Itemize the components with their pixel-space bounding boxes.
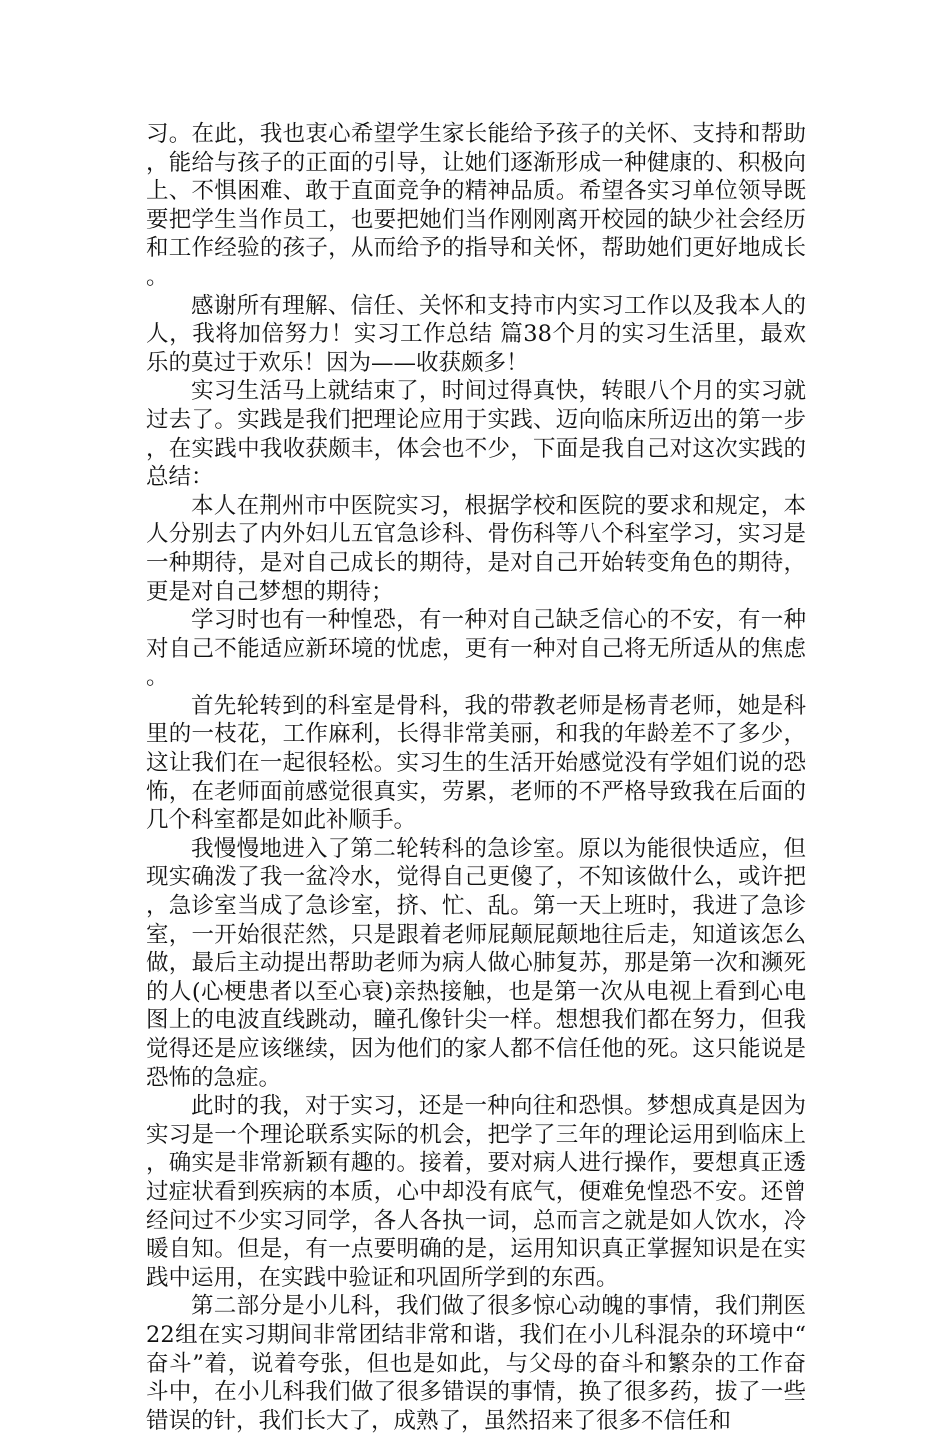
- paragraph: 实习生活马上就结束了，时间过得真快，转眼八个月的实习就过去了。实践是我们把理论应用于实践、迈向临床所迈出的第一步，在实践中我收获颇丰，体会也不少，下面是我自己对这次实践的总结：: [146, 378, 806, 491]
- paragraph: 感谢所有理解、信任、关怀和支持市内实习工作以及我本人的人，我将加倍努力！实习工作总结 篇38个月的实习生活里，最欢乐的莫过于欢乐！因为——收获颇多！: [146, 292, 806, 376]
- paragraph: 习。在此，我也衷心希望学生家长能给予孩子的关怀、支持和帮助，能给与孩子的正面的引导，让她们逐渐形成一种健康的、积极向上、不惧困难、敢于直面竞争的精神品质。希望各实习单位领导既要把学生当作员工，也要把她们当作刚刚离开校园的缺少社会经历和工作经验的孩子，从而给予的指导和关怀，帮助她们更好地成长。: [146, 121, 806, 290]
- paragraph: 我慢慢地进入了第二轮转科的急诊室。原以为能很快适应，但现实确泼了我一盆冷水，觉得自己更傻了，不知该做什么，或许把，急诊室当成了急诊室，挤、忙、乱。第一天上班时，我进了急诊室，一开始很茫然，只是跟着老师屁颠屁颠地往后走，知道该怎么做，最后主动提出帮助老师为病人做心肺复苏，那是第一次和濒死的人(心梗患者以至心衰)亲热接触，也是第一次从电视上看到心电图上的电波直线跳动，瞳孔像针尖一样。想想我们都在努力，但我觉得还是应该继续，因为他们的家人都不信任他的死。这只能说是恐怖的急症。: [146, 835, 806, 1091]
- paragraph: 本人在荆州市中医院实习，根据学校和医院的要求和规定，本人分别去了内外妇儿五官急诊科、骨伤科等八个科室学习，实习是一种期待，是对自己成长的期待，是对自己开始转变角色的期待，更是对自己梦想的期待；: [146, 492, 806, 605]
- paragraph: 此时的我，对于实习，还是一种向往和恐惧。梦想成真是因为实习是一个理论联系实际的机会，把学了三年的理论运用到临床上，确实是非常新颖有趣的。接着，要对病人进行操作，要想真正透过症状看到疾病的本质，心中却没有底气，便难免惶恐不安。还曾经问过不少实习同学，各人各执一词，总而言之就是如人饮水，冷暖自知。但是，有一点要明确的是，运用知识真正掌握知识是在实践中运用，在实践中验证和巩固所学到的东西。: [146, 1093, 806, 1291]
- paragraph: 第二部分是小儿科，我们做了很多惊心动魄的事情，我们荆医22组在实习期间非常团结非常和谐，我们在小儿科混杂的环境中“奋斗”着，说着夸张，但也是如此，与父母的奋斗和繁杂的工作奋斗中，在小儿科我们做了很多错误的事情，换了很多药，拔了一些错误的针，我们长大了，成熟了，虽然招来了很多不信任和: [146, 1293, 806, 1434]
- paragraph: 首先轮转到的科室是骨科，我的带教老师是杨青老师，她是科里的一枝花，工作麻利，长得非常美丽，和我的年龄差不了多少，这让我们在一起很轻松。实习生的生活开始感觉没有学姐们说的恐怖，在老师面前感觉很真实，劳累，老师的不严格导致我在后面的几个科室都是如此补顺手。: [146, 692, 806, 834]
- document-page: [146, 120, 806, 1435]
- paragraph: 学习时也有一种惶恐，有一种对自己缺乏信心的不安，有一种对自己不能适应新环境的忧虑，更有一种对自己将无所适从的焦虑。: [146, 607, 806, 691]
